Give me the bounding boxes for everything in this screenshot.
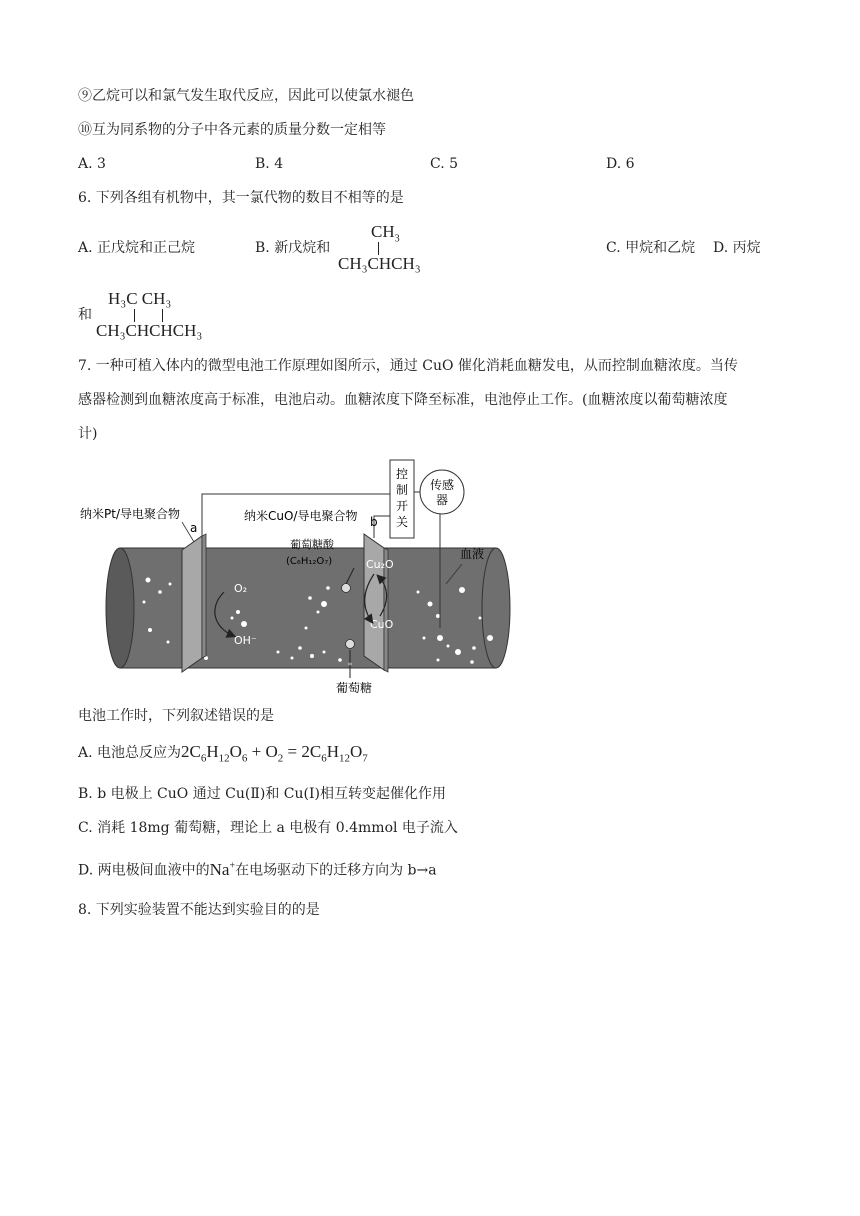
sensor-circle (420, 470, 464, 514)
glucose-molecule (346, 640, 355, 649)
q6-stem: 6. 下列各组有机物中，其一氯代物的数目不相等的是 (78, 190, 404, 206)
q6-isobutane-main: CH₃CHCH₃ (338, 254, 421, 273)
electrode-a (182, 534, 206, 672)
label-pt-electrode: 纳米Pt/导电聚合物 (80, 507, 180, 521)
q7-option-a-prefix: A. 电池总反应为 (78, 745, 182, 761)
label-gluconic-formula: (C₆H₁₂O₇) (286, 556, 333, 567)
label-gluconic-acid: 葡萄糖酸 (290, 538, 334, 551)
sensor-label-2: 器 (435, 493, 449, 507)
q5-item10: ⑩互为同系物的分子中各元素的质量分数一定相等 (78, 122, 386, 138)
q7-stem-line3: 计) (78, 426, 98, 442)
q6-option-d-and: 和 (78, 307, 92, 323)
gluconic-acid-molecule (342, 584, 351, 593)
q7-stem-line2: 感器检测到血糖浓度高于标准，电池启动。血糖浓度下降至标准，电池停止工作。(血糖浓度以葡萄糖浓度 (78, 392, 728, 408)
q6-option-d-prefix: D. 丙烷 (713, 240, 761, 256)
q7-option-d-prefix: D. 两电极间血液中的 (78, 862, 210, 879)
q6-isobutane-top-sub: 3 (394, 233, 400, 245)
label-glucose: 葡萄糖 (336, 681, 373, 695)
switch-label-4: 关 (395, 515, 409, 529)
label-cu2o: Cu₂O (366, 558, 394, 571)
q6-option-a: A. 正戊烷和正己烷 (78, 240, 196, 256)
q6-option-b-prefix: B. 新戊烷和 (255, 240, 331, 256)
label-cuo: CuO (370, 618, 394, 631)
label-oh: OH⁻ (234, 634, 257, 647)
q7-option-c: C. 消耗 18mg 葡萄糖，理论上 a 电极有 0.4mmol 电子流入 (78, 820, 458, 836)
q7-option-b: B. b 电极上 CuO 通过 Cu(Ⅱ)和 Cu(Ⅰ)相互转变起催化作用 (78, 786, 446, 802)
label-blood: 血液 (460, 547, 485, 561)
q5-option-c: C. 5 (430, 156, 459, 172)
electrode-b (364, 534, 388, 672)
switch-label-1: 控 (395, 467, 409, 481)
q6-structure-isobutane (338, 222, 448, 274)
q7-battery-figure (78, 452, 518, 702)
q7-option-d-ion: Na+ (209, 859, 236, 879)
q6-isobutane-top: CH (371, 222, 395, 241)
switch-label-3: 开 (395, 499, 409, 513)
q7-stem-line1: 7. 一种可植入体内的微型电池工作原理如图所示，通过 CuO 催化消耗血糖发电，从而控制血糖浓度。当传 (78, 358, 738, 374)
q5-option-a: A. 3 (78, 156, 106, 172)
switch-label-2: 制 (395, 483, 409, 497)
q7-option-a (78, 742, 368, 768)
sensor-label-1: 传感 (429, 478, 455, 492)
q5-item9: ⑨乙烷可以和氯气发生取代反应，因此可以使氯水褪色 (78, 88, 414, 104)
q6-dimethylbutane-main: CH₃CHCHCH₃ (96, 321, 203, 340)
q7-option-a-equation: $2C_6H_{12}O_6 + O_2 = 2C_6H_{12}O_7$ (181, 742, 368, 765)
q7-question: 电池工作时，下列叙述错误的是 (78, 708, 274, 724)
label-cuo-electrode: 纳米CuO/导电聚合物 (244, 509, 358, 523)
q5-option-b: B. 4 (255, 156, 284, 172)
q5-option-d: D. 6 (606, 156, 635, 172)
q6-dimethylbutane-top: H₃C CH₃ (108, 289, 172, 308)
q7-option-d (78, 856, 437, 881)
label-a: a (190, 521, 198, 535)
label-b: b (370, 515, 378, 529)
q6-option-c: C. 甲烷和乙烷 (606, 240, 696, 256)
q6-structure-dimethylbutane (96, 289, 236, 341)
q7-option-d-suffix: 在电场驱动下的迁移方向为 b→a (235, 862, 437, 879)
label-o2: O₂ (234, 582, 248, 595)
q8-stem: 8. 下列实验装置不能达到实验目的的是 (78, 902, 320, 918)
